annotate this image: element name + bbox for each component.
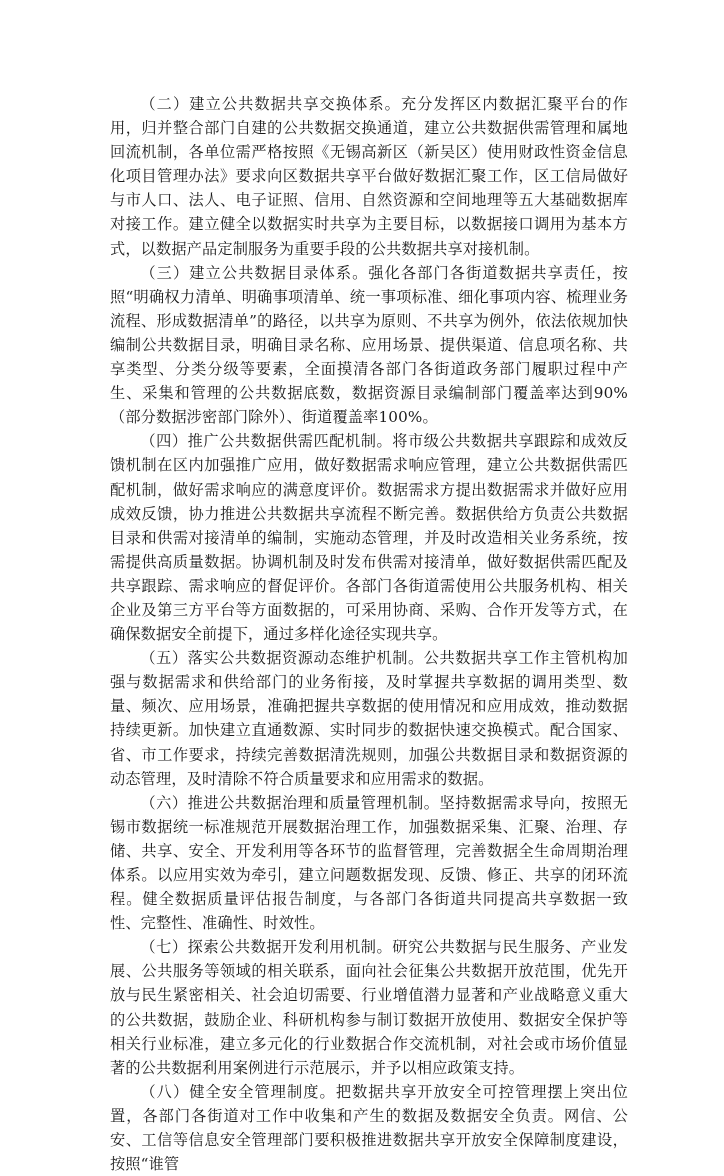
paragraph-section-6: （六）推进公共数据治理和质量管理机制。坚持数据需求导向，按照无锡市数据统一标准规范开展数据治理工作，加强数据采集、汇聚、治理、存储、共享、安全、开发利用等各环节的监督管理，完善数据全生命周期治理体系。以应用实效为牵引，建立问题数据发现、反馈、修正、共享的闭环流程。健全数据质量评估报告制度，与各部门各街道共同提高共享数据一致性、完整性、准确性、时效性。 [110, 793, 628, 933]
paragraph-section-2: （二）建立公共数据共享交换体系。充分发挥区内数据汇聚平台的作用，归并整合部门自建的公共数据交换通道，建立公共数据供需管理和属地回流机制，各单位需严格按照《无锡高新区（新吴区）使用财政性资金信息化项目管理办法》要求向区数据共享平台做好数据汇聚工作，区工信局做好与市人口、法人、电子证照、信用、自然资源和空间地理等五大基础数据库对接工作。建立健全以数据实时共享为主要目标，以数据接口调用为基本方式，以数据产品定制服务为重要手段的公共数据共享对接机制。 [110, 95, 628, 258]
paragraph-section-5: （五）落实公共数据资源动态维护机制。公共数据共享工作主管机构加强与数据需求和供给部门的业务衔接，及时掌握共享数据的调用类型、数量、频次、应用场景，准确把握共享数据的使用情况和应用成效，推动数据持续更新。加快建立直通数源、实时同步的数据快速交换模式。配合国家、省、市工作要求，持续完善数据清洗规则，加强公共数据目录和数据资源的动态管理，及时清除不符合质量要求和应用需求的数据。 [110, 649, 628, 788]
paragraph-section-4: （四）推广公共数据供需匹配机制。将市级公共数据共享跟踪和成效反馈机制在区内加强推广应用，做好数据需求响应管理，建立公共数据供需匹配机制，做好需求响应的满意度评价。数据需求方提出数据需求并做好应用成效反馈，协力推进公共数据共享流程不断完善。数据供给方负责公共数据目录和供需对接清单的编制，实施动态管理，并及时改造相关业务系统，按需提供高质量数据。协调机制及时发布供需对接清单，做好数据供需匹配及共享跟踪、需求响应的督促评价。各部门各街道需使用公共服务机构、相关企业及第三方平台等方面数据的，可采用协商、采购、合作开发等方式，在确保数据安全前提下，通过多样化途径实现共享。 [110, 432, 628, 644]
paragraph-section-3: （三）建立公共数据目录体系。强化各部门各街道数据共享责任，按照“明确权力清单、明确事项清单、统一事项标准、细化事项内容、梳理业务流程、形成数据清单”的路径，以共享为原则、不共享为例外，依法依规加快编制公共数据目录，明确目录名称、应用场景、提供渠道、信息项名称、共享类型、分类分级等要素，全面摸清各部门各街道政务部门履职过程中产生、采集和管理的公共数据底数，数据资源目录编制部门覆盖率达到90%（部分数据涉密部门除外）、街道覆盖率100%。 [110, 263, 628, 427]
paragraph-section-8: （八）健全安全管理制度。把数据共享开放安全可控管理摆上突出位置，各部门各街道对工作中收集和产生的数据及数据安全负责。网信、公安、工信等信息安全管理部门要积极推进数据共享开放安全保障制度建设，按照“谁管 [110, 1082, 628, 1174]
document-body [110, 92, 628, 1176]
paragraph-section-7: （七）探索公共数据开发利用机制。研究公共数据与民生服务、产业发展、公共服务等领域的相关联系，面向社会征集公共数据开放范围，优先开放与民生紧密相关、社会迫切需要、行业增值潜力显著和产业战略意义重大的公共数据，鼓励企业、科研机构参与制订数据开放使用、数据安全保护等相关行业标准，建立多元化的行业数据合作交流机制，对社会或市场价值显著的公共数据利用案例进行示范展示，并予以相应政策支持。 [110, 938, 628, 1077]
